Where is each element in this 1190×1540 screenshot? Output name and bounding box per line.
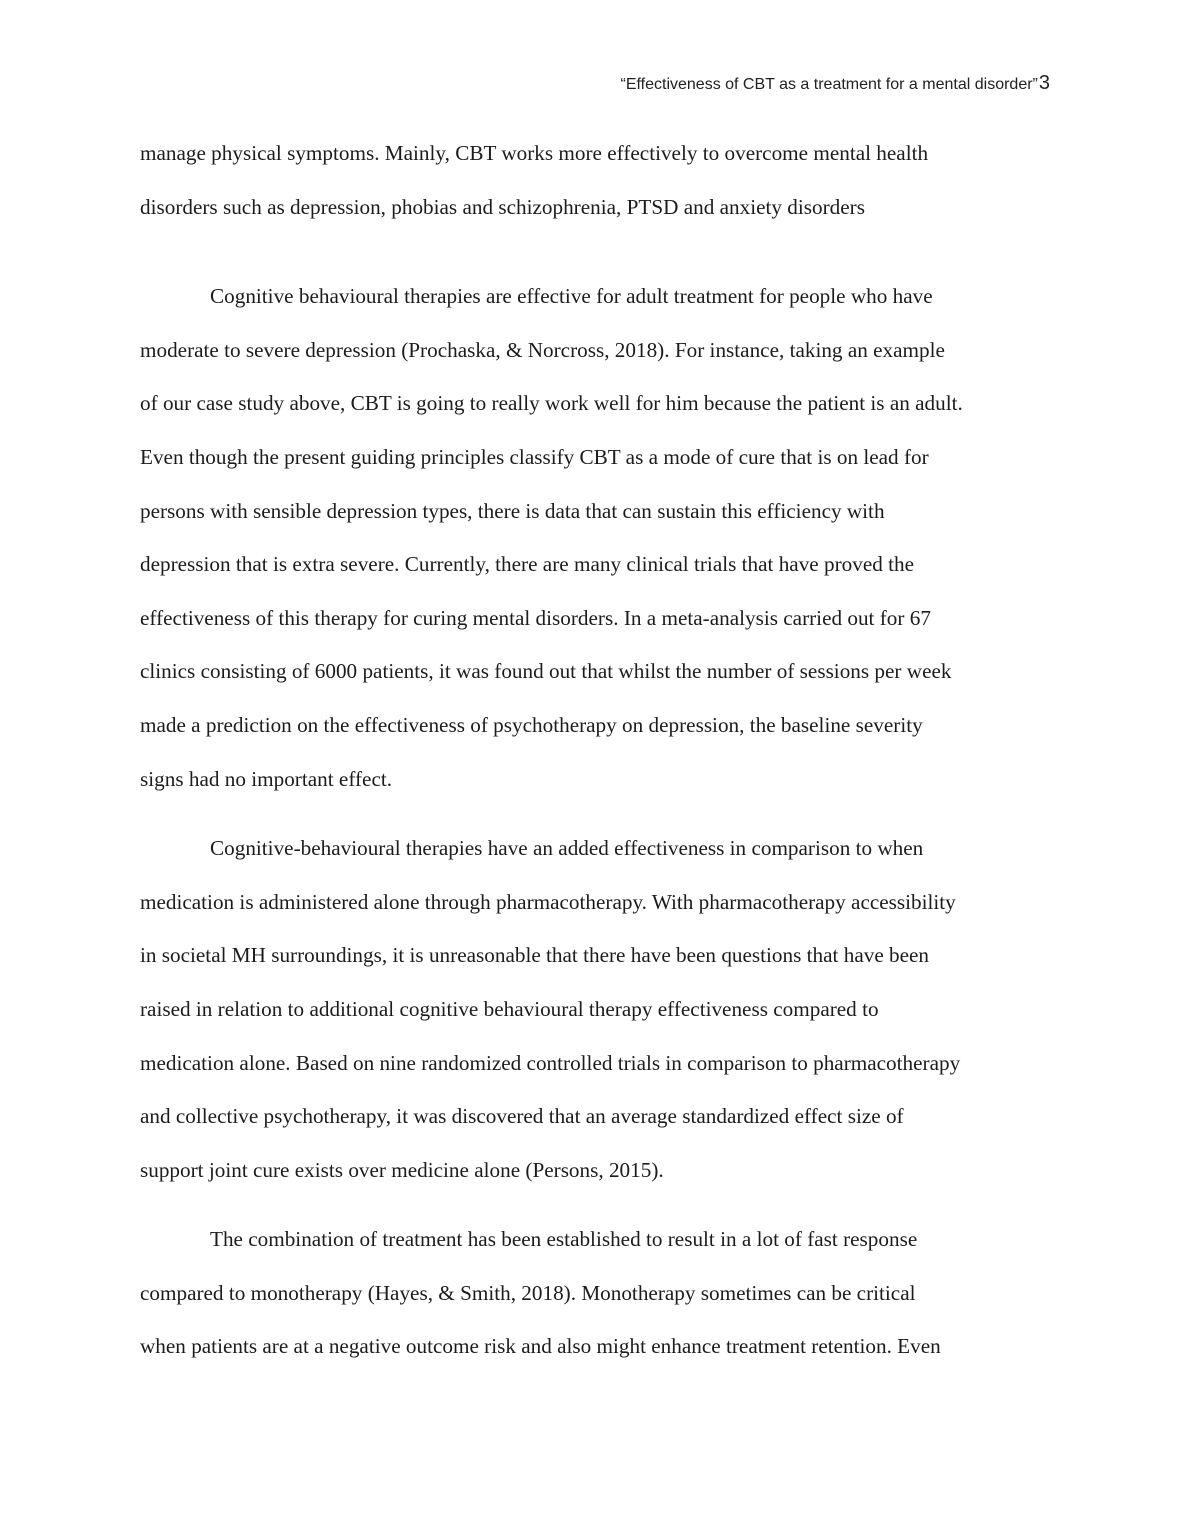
paragraph-line: Even though the present guiding principles classify CBT as a mode of cure that is on lead for bbox=[140, 444, 929, 469]
document-body bbox=[140, 127, 1056, 1374]
paragraph-line: clinics consisting of 6000 patients, it was found out that whilst the number of sessions per week bbox=[140, 659, 952, 684]
paragraph-line: made a prediction on the effectiveness of psychotherapy on depression, the baseline severity bbox=[140, 712, 923, 737]
paragraph-line: compared to monotherapy (Hayes, & Smith, 2018). Monotherapy sometimes can be critical bbox=[140, 1280, 916, 1305]
paragraph-line: signs had no important effect. bbox=[140, 766, 393, 791]
paragraph-line: when patients are at a negative outcome risk and also might enhance treatment retention. Even bbox=[140, 1334, 941, 1359]
paragraph-line: support joint cure exists over medicine alone (Persons, 2015). bbox=[140, 1157, 664, 1182]
paragraph-line: Cognitive-behavioural therapies have an added effectiveness in comparison to when bbox=[210, 836, 924, 861]
paragraph-1 bbox=[140, 127, 1056, 234]
paragraph-line: moderate to severe depression (Prochaska, & Norcross, 2018). For instance, taking an example bbox=[140, 337, 945, 362]
page-number: 3 bbox=[1038, 72, 1050, 94]
paragraph-line: medication alone. Based on nine randomized controlled trials in comparison to pharmacotherapy bbox=[140, 1050, 961, 1075]
paragraph-line: medication is administered alone through pharmacotherapy. With pharmacotherapy accessibility bbox=[140, 889, 956, 914]
paragraph-line: persons with sensible depression types, there is data that can sustain this efficiency with bbox=[140, 498, 885, 523]
paragraph-line: Cognitive behavioural therapies are effective for adult treatment for people who have bbox=[210, 284, 933, 309]
running-head bbox=[621, 72, 1051, 95]
paragraph-line: of our case study above, CBT is going to really work well for him because the patient is an adult. bbox=[140, 391, 963, 416]
paragraph-line: The combination of treatment has been established to result in a lot of fast response bbox=[210, 1227, 918, 1252]
paragraph-2 bbox=[140, 270, 1056, 806]
paragraph-line: in societal MH surroundings, it is unreasonable that there have been questions that have been bbox=[140, 943, 930, 968]
running-head-title: “Effectiveness of CBT as a treatment for a mental disorder” bbox=[620, 76, 1038, 93]
paragraph-line: disorders such as depression, phobias and schizophrenia, PTSD and anxiety disorders bbox=[140, 194, 865, 219]
paragraph-line: manage physical symptoms. Mainly, CBT works more effectively to overcome mental health bbox=[140, 141, 929, 165]
paragraph-3 bbox=[140, 822, 1056, 1197]
paragraph-line: effectiveness of this therapy for curing mental disorders. In a meta-analysis carried out for 67 bbox=[140, 605, 931, 630]
paragraph-line: depression that is extra severe. Currently, there are many clinical trials that have proved the bbox=[140, 552, 915, 577]
paragraph-line: raised in relation to additional cognitive behavioural therapy effectiveness compared to bbox=[140, 996, 879, 1021]
paragraph-4 bbox=[140, 1213, 1056, 1374]
paragraph-line: and collective psychotherapy, it was discovered that an average standardized effect size of bbox=[140, 1104, 904, 1129]
